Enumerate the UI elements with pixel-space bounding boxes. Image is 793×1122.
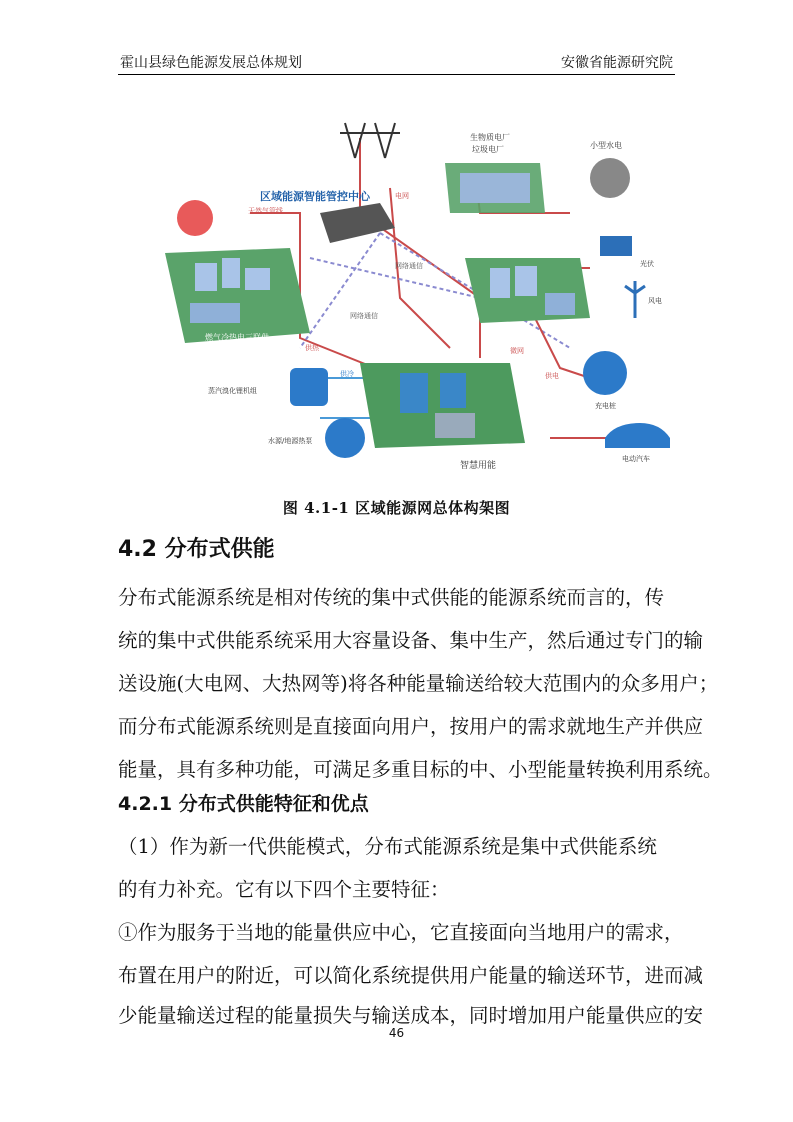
power-pylon-icon (340, 123, 400, 158)
label-network-comm-2: 网络通信 (350, 312, 378, 320)
header-right-org: 安徽省能源研究院 (561, 55, 673, 71)
heat-pump-icon (325, 418, 365, 458)
page-number: 46 (388, 1026, 405, 1040)
paragraph2-line: ①作为服务于当地的能量供应中心，它直接面向当地用户的需求， (118, 921, 684, 944)
label-supply-power: 供电 (545, 372, 559, 380)
ev-car-icon (605, 423, 670, 448)
section-title: 4.2 分布式供能 (118, 537, 275, 562)
paragraph2-line: 少能量输送过程的能量损失与输送成本，同时增加用户能量供应的安 (118, 1004, 704, 1027)
paragraph1-line: 送设施(大电网、大热网等)将各种能量输送给较大范围内的众多用户； (118, 672, 719, 695)
label-power-grid: 电网 (395, 192, 409, 200)
label-supply-cool: 供冷 (340, 370, 354, 378)
label-network-comm-1: 网络通信 (395, 262, 423, 270)
label-pv: 光伏 (640, 260, 654, 268)
bio-plant-buildings (460, 173, 530, 203)
label-wind: 风电 (648, 297, 662, 305)
figure-caption: 图 4.1-1 区域能源网总体构架图 (282, 499, 511, 517)
label-water-heat-pump: 水源/地源热泵 (268, 437, 313, 445)
hydro-icon (590, 158, 630, 198)
label-bio-plant-1: 生物质电厂 (470, 133, 510, 142)
paragraph2-line: （1）作为新一代供能模式，分布式能源系统是集中式供能系统 (118, 835, 657, 858)
label-smart-energy: 智慧用能 (460, 461, 497, 471)
label-small-hydro: 小型水电 (590, 141, 622, 150)
label-gas-pipe: 天然气管线 (248, 207, 283, 215)
pv-panel-icon (600, 236, 632, 256)
subsection-title: 4.2.1 分布式供能特征和优点 (118, 793, 369, 815)
wind-turbine-icon (625, 281, 645, 318)
paragraph2-line: 布置在用户的附近，可以简化系统提供用户能量的输送环节，进而减 (118, 964, 704, 987)
paragraph1-line: 能量，具有多种功能，可满足多重目标的中、小型能量转换利用系统。 (118, 758, 723, 781)
label-charging-pile: 充电桩 (595, 402, 616, 410)
steam-chiller-icon (290, 368, 328, 406)
charging-pile-icon (583, 351, 627, 395)
header-rule (118, 74, 675, 75)
control-center-icon (320, 203, 395, 243)
label-micro-grid: 微网 (510, 347, 524, 355)
label-steam-chiller: 蒸汽溴化锂机组 (208, 387, 257, 395)
label-bio-plant-2: 垃圾电厂 (472, 145, 504, 154)
label-control-center: 区域能源智能管控中心 (260, 190, 370, 203)
label-cchp: 燃气冷热电三联供 (205, 333, 269, 342)
label-ev: 电动汽车 (622, 455, 650, 463)
header-left-title: 霍山县绿色能源发展总体规划 (120, 55, 302, 71)
regional-energy-network-diagram (150, 118, 705, 488)
paragraph1-line: 分布式能源系统是相对传统的集中式供能的能源系统而言的，传 (118, 586, 665, 609)
label-supply-heat: 供热 (305, 344, 319, 352)
paragraph1-line: 而分布式能源系统则是直接面向用户，按用户的需求就地生产并供应 (118, 715, 704, 738)
paragraph1-line: 统的集中式供能系统采用大容量设备、集中生产，然后通过专门的输 (118, 629, 704, 652)
gas-flame-icon (177, 200, 213, 236)
paragraph2-line: 的有力补充。它有以下四个主要特征： (118, 878, 450, 901)
